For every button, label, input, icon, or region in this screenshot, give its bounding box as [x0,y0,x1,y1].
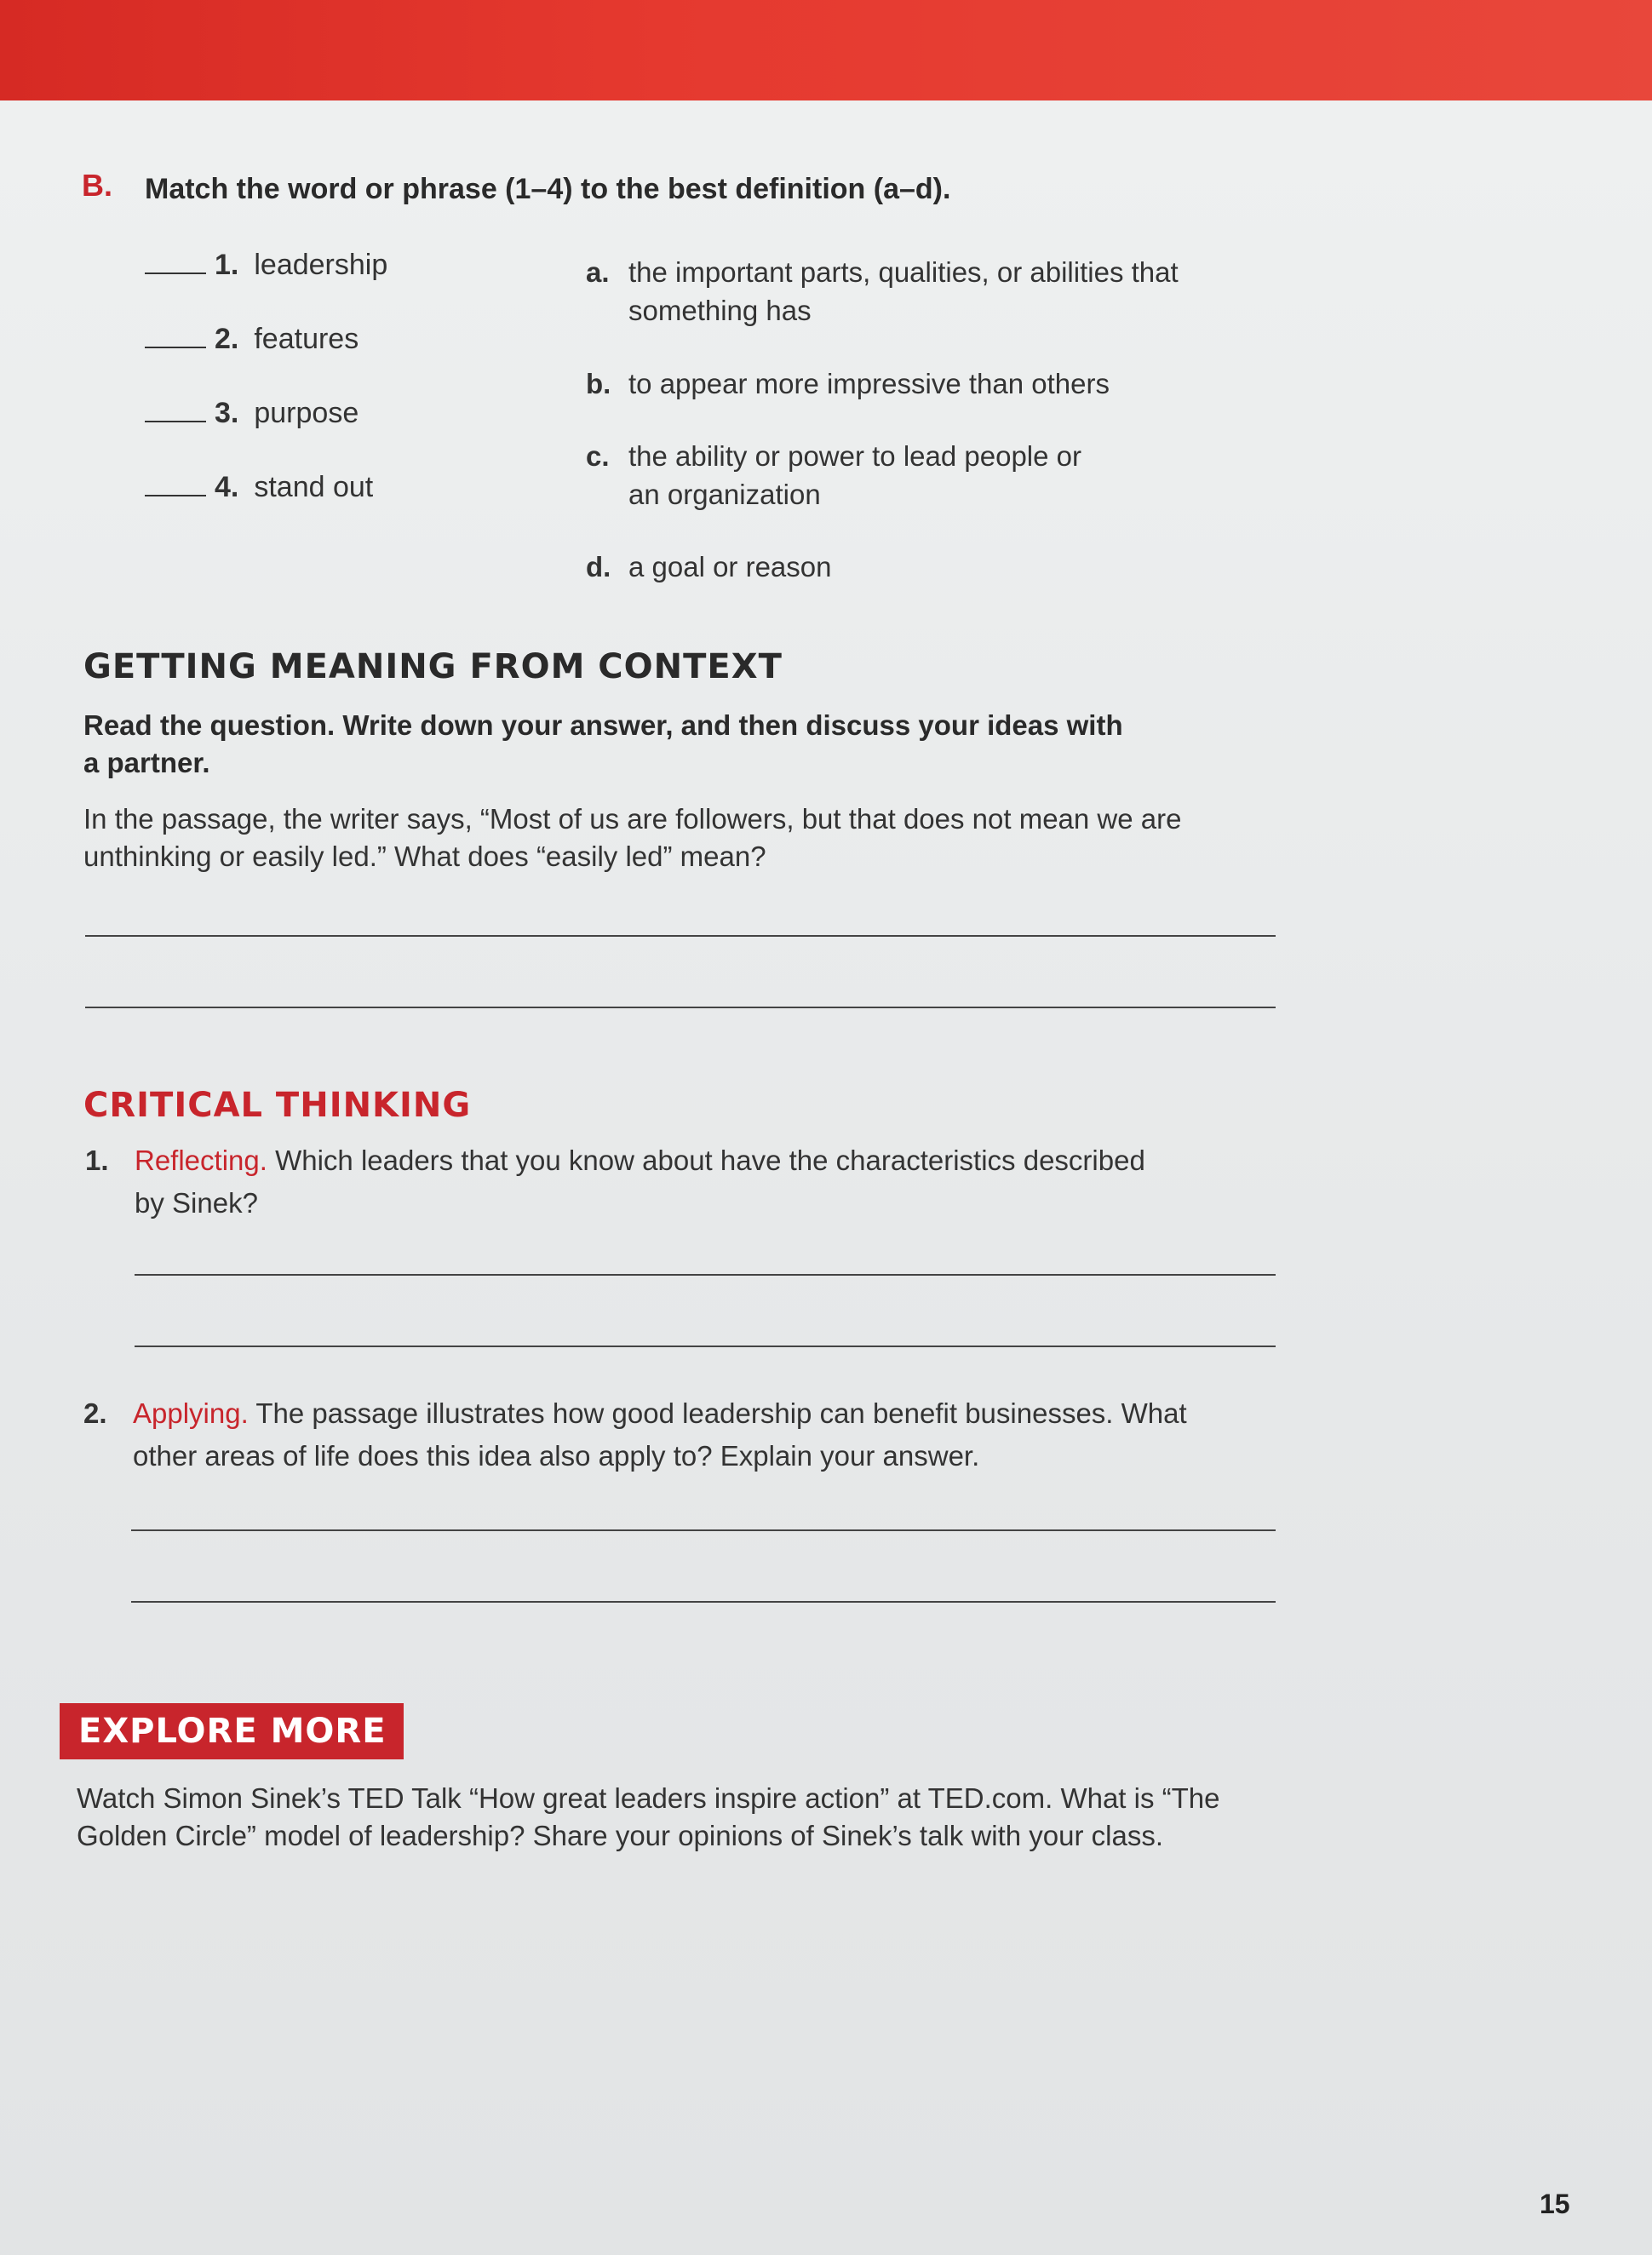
answer-line-q1-2[interactable] [135,1346,1276,1347]
answer-line-q2-2[interactable] [131,1601,1276,1603]
answer-line-context-2[interactable] [85,1007,1276,1008]
definition-text-line1: to appear more impressive than others [628,368,1110,399]
context-instruction [83,707,1259,782]
explore-more-banner [60,1703,404,1759]
question-text-line2: by Sinek? [135,1187,258,1219]
question-lead: Applying. [133,1397,249,1429]
definition-a [586,253,1233,330]
definition-text-line1: a goal or reason [628,551,832,582]
context-question-line2: unthinking or easily led.” What does “easily led” mean? [83,841,766,872]
definition-text-line1: the important parts, qualities, or abilities that [628,256,1179,288]
question-text-line1: Which leaders that you know about have the characteristics described [267,1145,1145,1176]
term-number: 1. [215,249,239,281]
definition-text-line2: something has [628,295,812,326]
question-lead: Reflecting. [135,1145,267,1176]
definition-letter: a. [586,256,610,288]
answer-blank-2[interactable] [145,347,206,348]
question-number: 1. [85,1145,109,1176]
critical-question-2 [83,1392,1282,1478]
term-word: features [254,323,359,355]
definition-text-line2: an organization [628,479,821,510]
definition-letter: d. [586,551,611,582]
question-number: 2. [83,1397,107,1429]
context-instruction-line2: a partner. [83,747,210,778]
page-number: 15 [1540,2189,1570,2219]
term-number: 4. [215,471,239,503]
term-number: 2. [215,323,239,355]
term-word: stand out [254,471,374,503]
answer-line-q1-1[interactable] [135,1274,1276,1276]
question-text-line1: The passage illustrates how good leadership can benefit businesses. What [248,1397,1187,1429]
explore-more-text [77,1780,1286,1855]
match-term-2 [145,323,359,356]
definition-text-line1: the ability or power to lead people or [628,440,1081,472]
term-word: purpose [254,397,359,429]
answer-blank-3[interactable] [145,421,206,422]
definition-letter: b. [586,368,611,399]
explore-more-line2: Golden Circle” model of leadership? Share your opinions of Sinek’s talk with your class. [77,1820,1164,1851]
critical-question-1 [85,1139,1284,1225]
critical-heading: CRITICAL THINKING [83,1086,472,1125]
definition-d [586,548,1233,586]
term-number: 3. [215,397,239,429]
answer-blank-4[interactable] [145,495,206,496]
context-heading: GETTING MEANING FROM CONTEXT [83,647,783,686]
match-term-1 [145,249,387,282]
explore-more-title: EXPLORE MORE [78,1712,387,1751]
term-word: leadership [254,249,388,281]
context-instruction-line1: Read the question. Write down your answer, and then discuss your ideas with [83,709,1123,741]
top-banner [0,0,1652,100]
question-text-line2: other areas of life does this idea also apply to? Explain your answer. [133,1440,980,1472]
explore-more-line1: Watch Simon Sinek’s TED Talk “How great leaders inspire action” at TED.com. What is “The [77,1782,1220,1814]
answer-line-context-1[interactable] [85,935,1276,937]
section-b-instruction: Match the word or phrase (1–4) to the best definition (a–d). [145,173,951,205]
match-term-3 [145,397,359,430]
section-b-letter: B. [82,168,112,203]
context-question-line1: In the passage, the writer says, “Most of us are followers, but that does not mean we are [83,803,1182,835]
context-question [83,800,1259,875]
answer-line-q2-1[interactable] [131,1529,1276,1531]
answer-blank-1[interactable] [145,273,206,274]
match-term-4 [145,471,373,504]
definition-c [586,437,1233,514]
definition-b [586,364,1233,403]
definition-letter: c. [586,440,610,472]
